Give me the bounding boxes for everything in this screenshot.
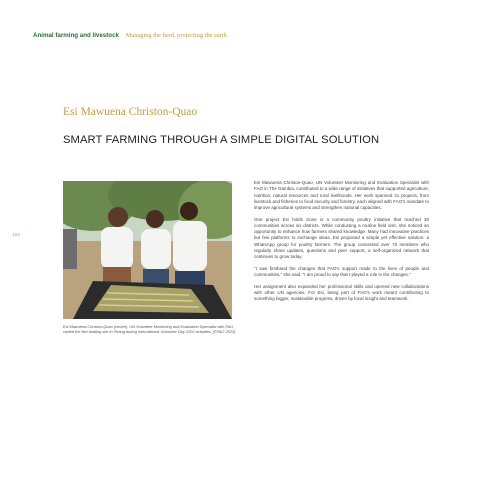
author-name: Esi Mawuena Christon-Quao (63, 106, 198, 118)
section-name: Animal farming and livestock (33, 32, 119, 39)
photo-illustration (63, 181, 232, 319)
article-photo (63, 181, 232, 319)
page-number: 102 (12, 233, 21, 238)
section-tagline: Managing the herd, protecting the earth (125, 32, 227, 39)
paragraph: Esi Mawuena Christon-Quao, UN Volunteer Monitoring and Evaluation Specialist with FAO in The Gambia, contributed to a wide range of initiatives that supported agriculture, nutrition, natural resources and rural livelihoods. Her work spanned 41 projects, from livestock and fisheries to food security and forestry, each aligned with FAO's mandate to improve agricultural systems and strengthen national capacities. (254, 180, 429, 210)
photo-caption: Esi Mawuena Christon-Quao (centre), UN Volunteer Monitoring and Evaluation Specialist with FAO, visited the fish landing site in Pirang during International Volunteer Day 2022 activities. [©FAO 2022] (63, 324, 236, 335)
quote-paragraph: "I saw firsthand the changes that FAO's support made to the lives of people and communities," she said. "I am proud to say that I played a role in the changes." (254, 265, 429, 278)
paragraph: One project Esi holds close is a community poultry initiative that reached 30 communities across six districts. While conducting a routine field visit, she noticed an opportunity to enhance how farmers shared knowledge. Many had innovative practices but few platforms to exchange ideas. Esi proposed a simple yet effective solution: a WhatsApp group for poultry farmers. The group connected over 70 members who regularly share updates, questions and peer support, a self-organized network that continues to grow today. (254, 216, 429, 260)
article-title: SMART FARMING THROUGH A SIMPLE DIGITAL SOLUTION (63, 134, 380, 146)
paragraph: Her assignment also expanded her professional skills and opened new collaborations with other UN agencies. For Esi, being part of FAO's work meant contributing to something bigger, sustainable progress, driven by local insight and teamwork. (254, 283, 429, 302)
running-header (33, 32, 227, 39)
body-text (254, 180, 429, 308)
